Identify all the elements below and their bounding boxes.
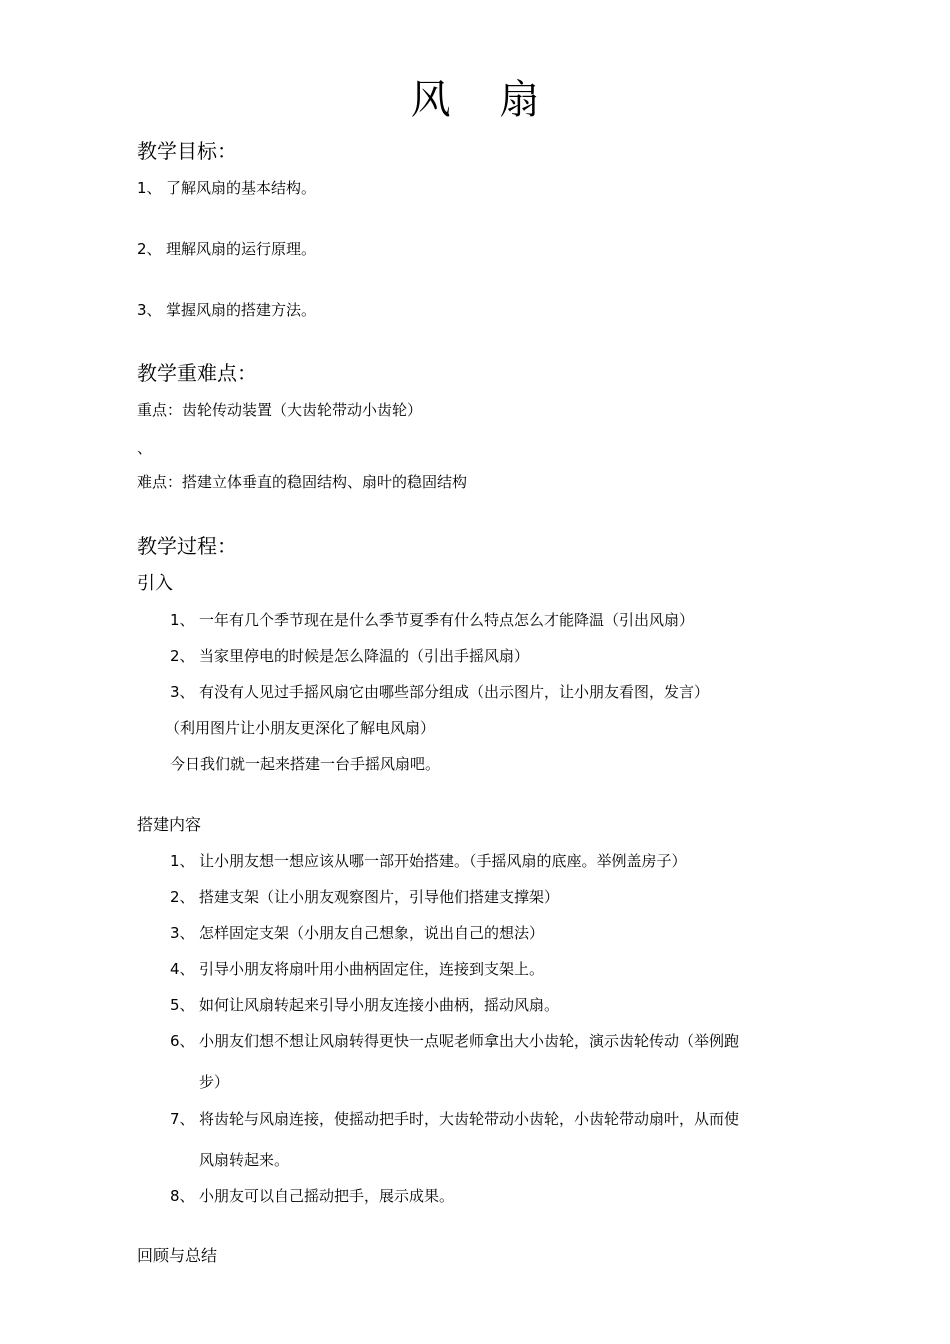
intro-item: 1、 一年有几个季节现在是什么季节夏季有什么特点怎么才能降温（引出风扇） — [170, 611, 695, 629]
build-item: 5、 如何让风扇转起来引导小朋友连接小曲柄，摇动风扇。 — [170, 996, 560, 1014]
build-item-continuation: 风扇转起来。 — [199, 1151, 290, 1169]
build-item: 8、 小朋友可以自己摇动把手，展示成果。 — [170, 1187, 455, 1205]
objective-item: 1、 了解风扇的基本结构。 — [137, 179, 317, 197]
objective-item: 2、 理解风扇的运行原理。 — [137, 240, 317, 258]
intro-closing: 今日我们就一起来搭建一台手摇风扇吧。 — [170, 755, 441, 773]
process-heading: 教学过程： — [137, 534, 237, 558]
intro-heading: 引入 — [137, 573, 173, 594]
difficulty-text: 难点：搭建立体垂直的稳固结构、扇叶的稳固结构 — [137, 473, 468, 491]
build-item: 7、 将齿轮与风扇连接，使摇动把手时，大齿轮带动小齿轮，小齿轮带动扇叶，从而使 — [170, 1110, 740, 1128]
objectives-heading: 教学目标： — [137, 139, 237, 163]
page-title: 风 扇 — [410, 77, 558, 123]
intro-item: 2、 当家里停电的时候是怎么降温的（引出手摇风扇） — [170, 647, 530, 665]
build-item: 6、 小朋友们想不想让风扇转得更快一点呢老师拿出大小齿轮，演示齿轮传动（举例跑 — [170, 1032, 740, 1050]
build-item: 3、 怎样固定支架（小朋友自己想象，说出自己的想法） — [170, 924, 545, 942]
objective-item: 3、 掌握风扇的搭建方法。 — [137, 301, 317, 319]
build-heading: 搭建内容 — [137, 815, 202, 834]
focus-text: 重点：齿轮传动装置（大齿轮带动小齿轮） — [137, 401, 423, 419]
intro-item: 3、 有没有人见过手摇风扇它由哪些部分组成（出示图片，让小朋友看图，发言） — [170, 683, 710, 701]
key-points-heading: 教学重难点： — [137, 361, 257, 385]
separator-mark: 、 — [137, 439, 153, 457]
build-item: 2、 搭建支架（让小朋友观察图片，引导他们搭建支撑架） — [170, 888, 560, 906]
build-item-continuation: 步） — [199, 1073, 230, 1091]
intro-note: （利用图片让小朋友更深化了解电风扇） — [165, 719, 436, 737]
review-heading: 回顾与总结 — [137, 1246, 218, 1265]
build-item: 1、 让小朋友想一想应该从哪一部开始搭建。（手摇风扇的底座。举例盖房子） — [170, 852, 687, 870]
build-item: 4、 引导小朋友将扇叶用小曲柄固定住，连接到支架上。 — [170, 960, 545, 978]
